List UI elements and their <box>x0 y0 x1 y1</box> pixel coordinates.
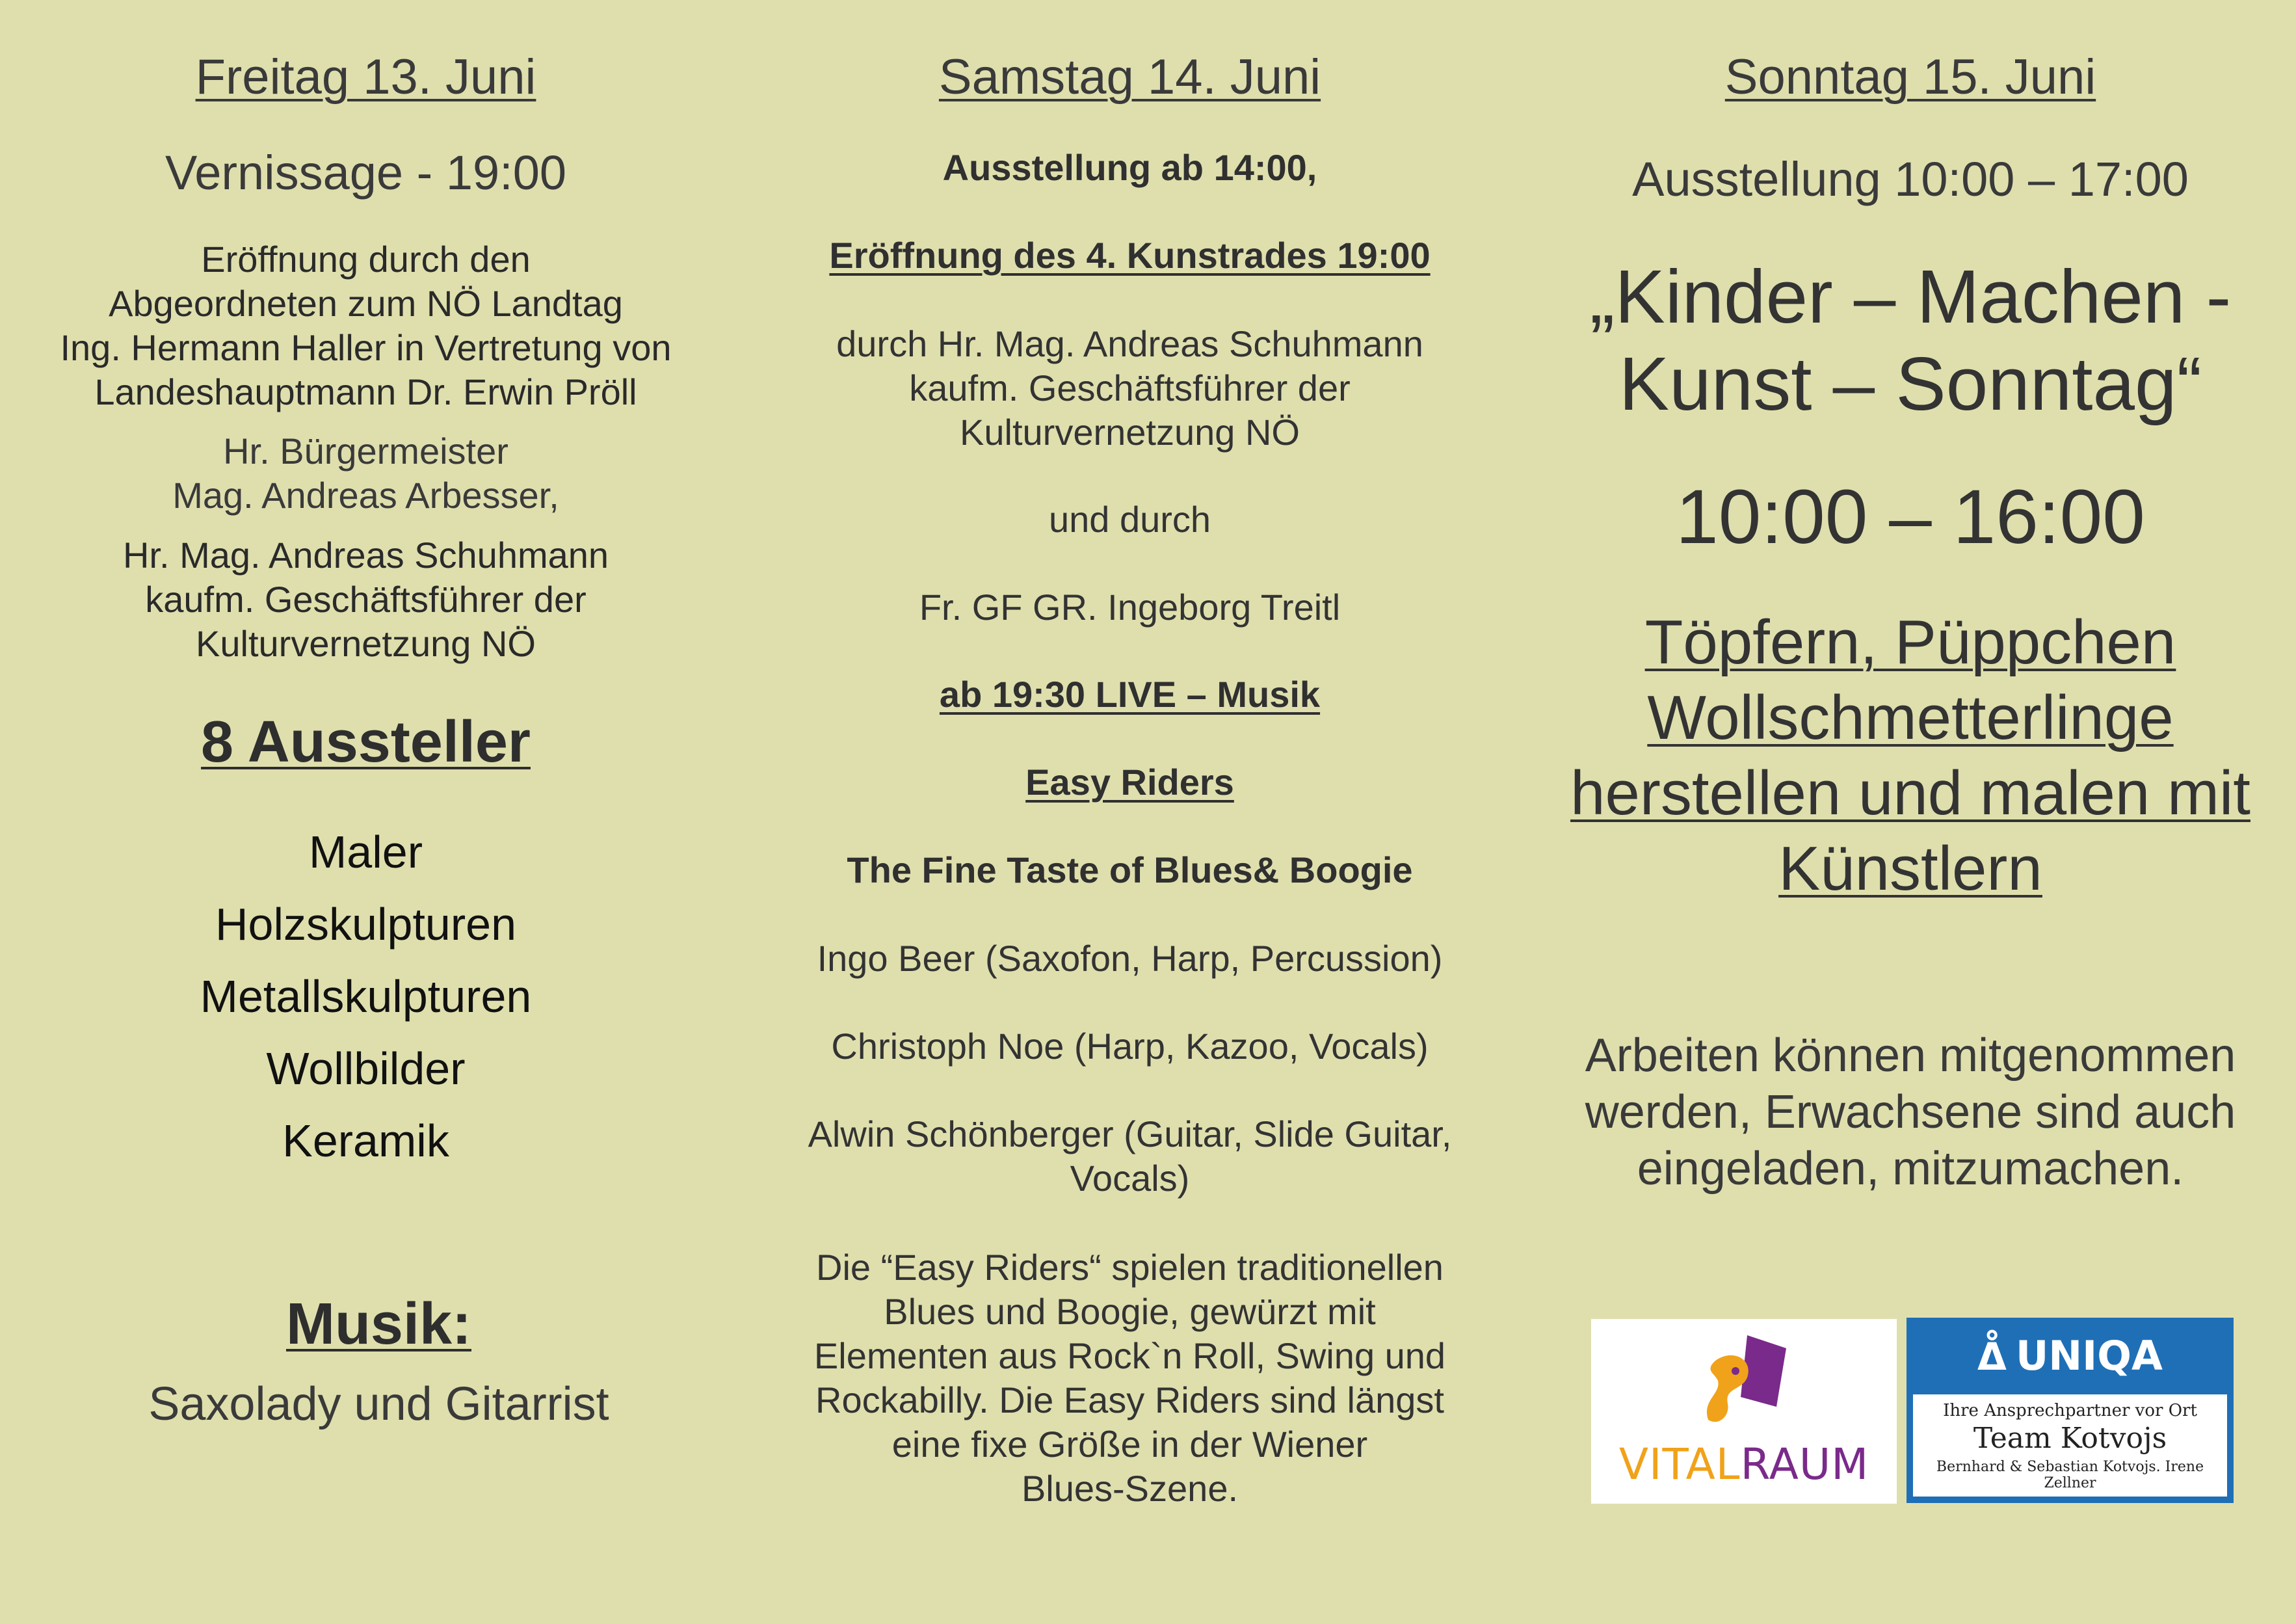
sunday-activities <box>1525 605 2296 907</box>
friday-mayor <box>0 429 732 518</box>
uniqa-line2: Team Kotvojs <box>1973 1422 2167 1455</box>
uniqa-contact-box <box>1913 1394 2227 1497</box>
band-subtitle: The Fine Taste of Blues& Boogie <box>847 849 1413 890</box>
text-line: Landeshauptmann Dr. Erwin Pröll <box>94 371 637 412</box>
text-line: durch Hr. Mag. Andreas Schuhmann <box>836 323 1423 364</box>
sunday-time: 10:00 – 16:00 <box>1676 474 2145 560</box>
text-line: Mag. Andreas Arbesser, <box>172 475 559 516</box>
list-item: Holzskulpturen <box>215 899 516 950</box>
text-line: werden, Erwachsene sind auch <box>1585 1086 2236 1138</box>
friday-vernissage: Vernissage - 19:00 <box>165 146 567 200</box>
uniqa-symbol-icon: ᐂ <box>1977 1335 2007 1379</box>
music-text: Saxolady und Gitarrist <box>148 1378 609 1430</box>
music-heading: Musik: <box>285 1292 472 1357</box>
sunday-heading: Sonntag 15. Juni <box>1724 49 2096 105</box>
title-line: Kunst – Sonntag“ <box>1618 341 2202 426</box>
vitalraum-logo <box>1591 1319 1897 1504</box>
text-line: Blues und Boogie, gewürzt mit <box>884 1291 1376 1332</box>
band-member <box>764 1112 1496 1201</box>
band-name: Easy Riders <box>1025 762 1234 803</box>
activity-line: Wollschmetterlinge <box>1647 683 2174 752</box>
sunday-title <box>1525 253 2296 427</box>
band-description <box>764 1245 1496 1511</box>
text-line: Hr. Mag. Andreas Schuhmann <box>122 535 609 576</box>
sunday-exhibition: Ausstellung 10:00 – 17:00 <box>1632 152 2189 206</box>
uniqa-brand <box>1907 1332 2234 1379</box>
text-line: Alwin Schönberger (Guitar, Slide Guitar, <box>808 1113 1452 1154</box>
saturday-heading: Samstag 14. Juni <box>938 49 1321 105</box>
list-item: Metallskulpturen <box>200 971 532 1022</box>
friday-heading: Freitag 13. Juni <box>195 49 536 105</box>
activity-line: herstellen und malen mit <box>1570 758 2250 828</box>
text-line: eine fixe Größe in der Wiener <box>891 1424 1368 1465</box>
vitalraum-part1: VITAL <box>1618 1439 1741 1489</box>
text-line: Rockabilly. Die Easy Riders sind längst <box>815 1379 1444 1420</box>
list-item: Keramik <box>282 1115 449 1166</box>
uniqa-line3: Bernhard & Sebastian Kotvojs. Irene Zellner <box>1936 1459 2204 1491</box>
vitalraum-wordmark <box>1591 1439 1897 1489</box>
list-item: Wollbilder <box>266 1043 466 1094</box>
text-line: Blues-Szene. <box>1021 1468 1239 1509</box>
text-line: Abgeordneten zum NÖ Landtag <box>109 283 623 324</box>
saturday-live: ab 19:30 LIVE – Musik <box>939 674 1321 715</box>
text-line: Ing. Hermann Haller in Vertretung von <box>60 327 672 368</box>
text-line: Kulturvernetzung NÖ <box>196 623 536 664</box>
exhibitors-heading: 8 Aussteller <box>201 710 531 775</box>
vitalraum-part2: RAUM <box>1740 1439 1869 1489</box>
activity-line: Künstlern <box>1778 834 2042 903</box>
friday-opening <box>0 237 732 414</box>
uniqa-logo <box>1907 1318 2234 1503</box>
exhibitors-list <box>0 816 732 1177</box>
text-line: kaufm. Geschäftsführer der <box>909 367 1351 408</box>
band-member: Christoph Noe (Harp, Kazoo, Vocals) <box>831 1026 1429 1067</box>
saturday-treitl: Fr. GF GR. Ingeborg Treitl <box>919 587 1341 628</box>
text-line: kaufm. Geschäftsführer der <box>145 579 587 620</box>
text-line: Elementen aus Rock`n Roll, Swing und <box>813 1335 1446 1376</box>
text-line: Die “Easy Riders“ spielen traditionellen <box>816 1247 1444 1288</box>
text-line: Kulturvernetzung NÖ <box>960 412 1300 453</box>
friday-schuhmann <box>0 533 732 666</box>
uniqa-line1: Ihre Ansprechpartner vor Ort <box>1943 1401 2197 1420</box>
vitalraum-symbol-icon <box>1702 1335 1786 1430</box>
band-member: Ingo Beer (Saxofon, Harp, Percussion) <box>817 938 1443 979</box>
saturday-exhibition: Ausstellung ab 14:00, <box>942 147 1317 188</box>
saturday-opening: Eröffnung des 4. Kunstrades 19:00 <box>829 235 1431 276</box>
text-line: Hr. Bürgermeister <box>223 431 508 472</box>
text-line: Eröffnung durch den <box>201 239 531 280</box>
text-line: Vocals) <box>1070 1158 1190 1199</box>
uniqa-brand-text: UNIQA <box>2015 1332 2163 1379</box>
text-line: eingeladen, mitzumachen. <box>1637 1143 2184 1195</box>
sunday-note <box>1525 1028 2296 1197</box>
text-line: Arbeiten können mitgenommen <box>1585 1030 2236 1082</box>
saturday-and-by: und durch <box>1048 499 1211 540</box>
title-line: „Kinder – Machen - <box>1589 254 2232 339</box>
activity-line: Töpfern, Püppchen <box>1644 607 2176 677</box>
list-item: Maler <box>308 827 423 877</box>
saturday-by <box>764 322 1496 455</box>
